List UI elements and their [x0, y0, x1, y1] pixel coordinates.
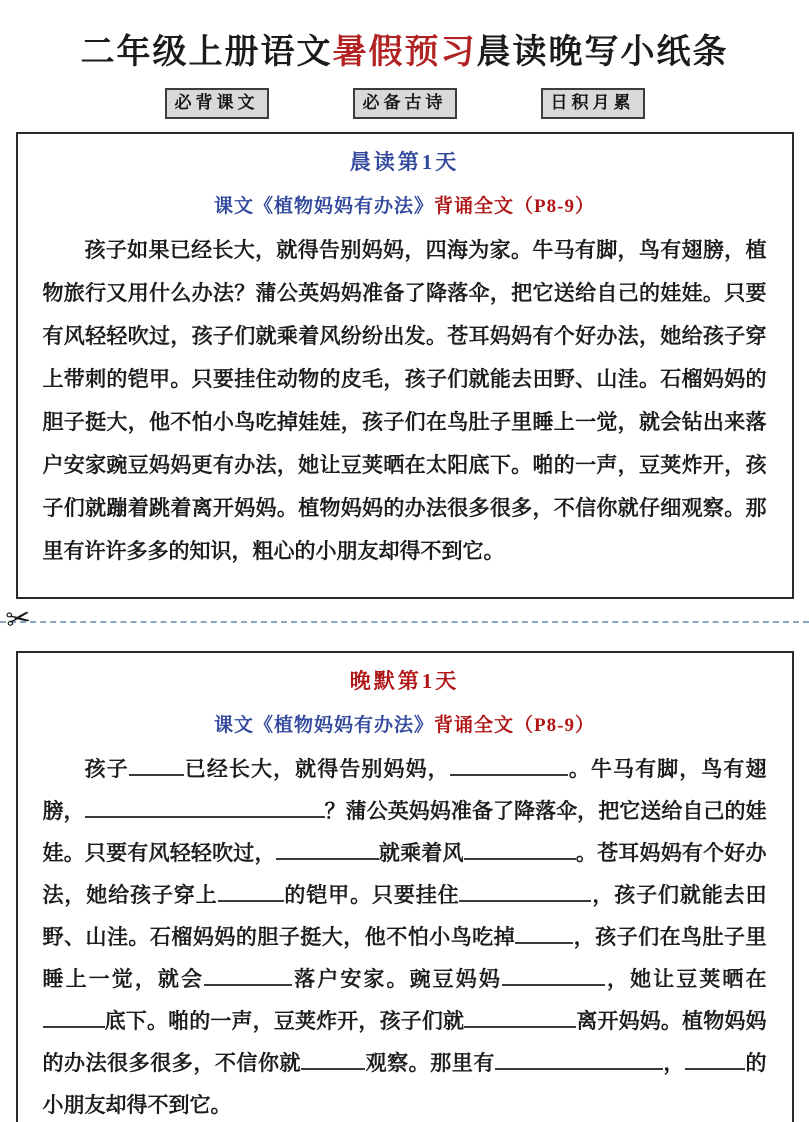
fill-in-blank: [204, 981, 292, 986]
fill-in-blank: [85, 813, 325, 818]
morning-card-subtitle: [43, 191, 767, 218]
cut-here-divider: [0, 601, 809, 638]
evening-card-heading: 晚默第1天: [349, 668, 460, 693]
fill-in-blank: [502, 981, 605, 986]
fill-in-blank: [301, 1065, 365, 1070]
fill-in-blank: [685, 1065, 745, 1070]
tab-required-texts[interactable]: 必背课文: [165, 88, 269, 119]
tab-daily-accumulation[interactable]: 日积月累: [541, 88, 645, 119]
evening-subtitle-task: 背诵全文（P8-9）: [434, 714, 595, 736]
fill-in-blank: [515, 939, 573, 944]
fill-in-blank: [464, 855, 576, 860]
morning-subtitle-lesson: 课文《植物妈妈有办法》: [214, 195, 435, 217]
category-tabs: [0, 88, 809, 119]
morning-passage: 孩子如果已经长大，就得告别妈妈，四海为家。牛马有脚，鸟有翅膀，植物旅行又用什么办法？蒲公英妈妈准备了降落伞，把它送给自己的娃娃。只要有风轻轻吹过，孩子们就乘着风纷纷出发。苍耳妈妈有个好办法，她给孩子穿上带刺的铠甲。只要挂住动物的皮毛，孩子们就能去田野、山洼。石榴妈妈的胆子挺大，他不怕小鸟吃掉娃娃，孩子们在鸟肚子里睡上一觉，就会钻出来落户安家豌豆妈妈更有办法，她让豆荚晒在太阳底下。啪的一声，豆荚炸开，孩子们就蹦着跳着离开妈妈。植物妈妈的办法很多很多，不信你就仔细观察。那里有许许多多的知识，粗心的小朋友却得不到它。: [42, 237, 767, 563]
fill-in-blank: [464, 1023, 576, 1028]
morning-subtitle-task: 背诵全文（P8-9）: [434, 195, 595, 217]
fill-in-blank: [450, 771, 568, 776]
evening-passage: 孩子 已经长大，就得告别妈妈， 。牛马有脚，鸟有翅膀， ？蒲公英妈妈准备了降落伞，把它送给自己的娃娃。只要有风轻轻吹过， 就乘着风 。苍耳妈妈有个好办法，她给孩子穿上 的铠甲。只要挂住 ，孩子们就能去田野、山洼。石榴妈妈的胆子挺大，他不怕小鸟吃掉 ，孩子们在鸟肚子里睡上一觉，就会 落户安家。豌豆妈妈 ，她让豆荚晒在底下。啪的一声，豆荚炸开，孩子们就 离开妈妈。植物妈妈的办法很多很多，不信你就 观察。那里有 ， 的小朋友却得不到它。: [42, 756, 767, 1117]
fill-in-blank: [43, 1023, 105, 1028]
page-title-suffix: 晨读晚写小纸条: [476, 34, 729, 71]
page-title: [0, 24, 809, 73]
scissors-icon: ✂: [3, 601, 34, 638]
page-title-prefix: 二年级上册语文: [80, 34, 333, 71]
fill-in-blank: [276, 855, 379, 860]
fill-in-blank: [218, 897, 284, 902]
fill-in-blank: [129, 771, 184, 776]
page-title-highlight: 暑假预习: [332, 34, 477, 71]
tab-required-poems[interactable]: 必备古诗: [353, 88, 457, 119]
evening-card-subtitle: [43, 710, 767, 737]
morning-card-heading: 晨读第1天: [349, 149, 460, 174]
evening-dictation-card: [16, 651, 794, 1122]
fill-in-blank: [495, 1065, 663, 1070]
evening-subtitle-lesson: 课文《植物妈妈有办法》: [214, 714, 435, 736]
morning-reading-card: [16, 132, 794, 599]
dashed-cut-line: [0, 621, 809, 623]
fill-in-blank: [459, 897, 591, 902]
